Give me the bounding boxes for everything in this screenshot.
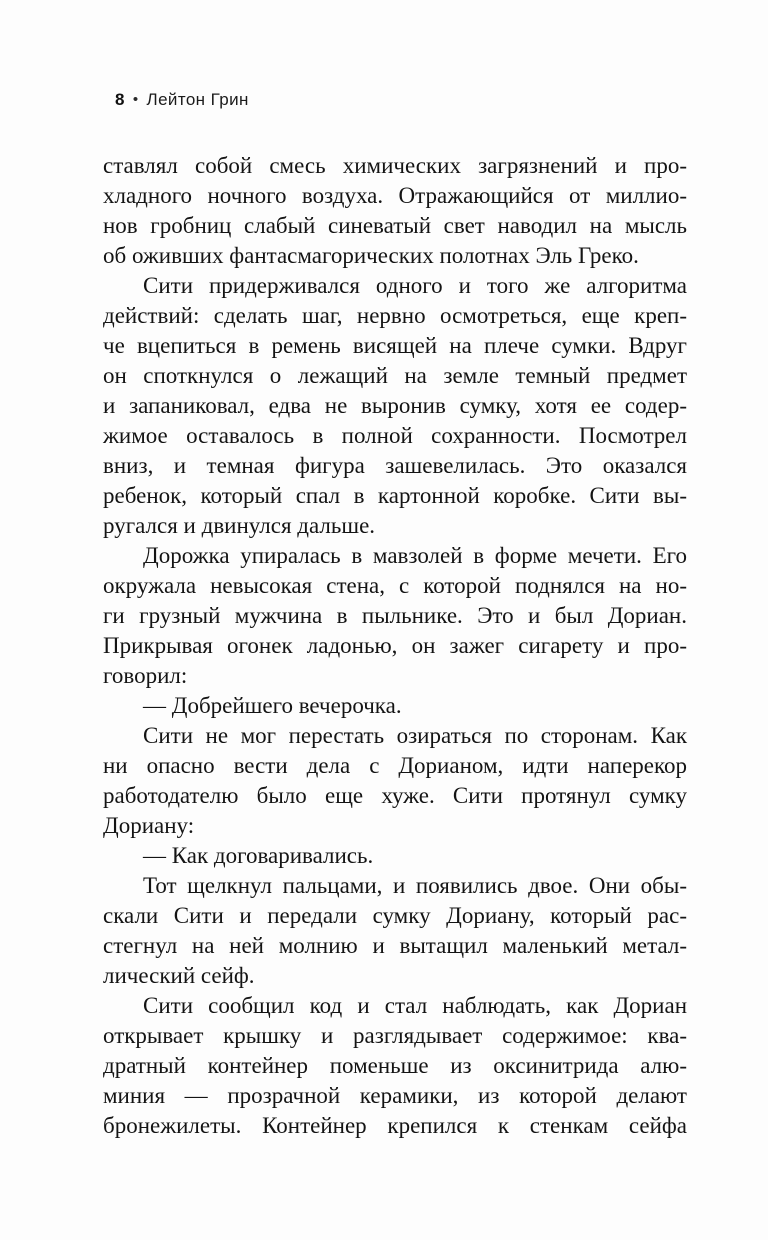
running-header: [115, 91, 249, 109]
text-line: окружала невысокая стена, с которой поднялся на но-: [103, 573, 687, 598]
text-line: дратный контейнер поменьше из оксинитрида алю-: [103, 1053, 687, 1078]
bullet-separator-icon: •: [132, 91, 139, 108]
page-text: [103, 151, 687, 1141]
text-line: Дорожка упиралась в мавзолей в форме мечети. Его: [143, 543, 687, 568]
text-line: че вцепиться в ремень висящей на плече сумки. Вдруг: [103, 333, 687, 358]
text-line: Сити сообщил код и стал наблюдать, как Дориан: [143, 993, 687, 1018]
text-line: и запаниковал, едва не выронив сумку, хотя ее содер-: [103, 393, 687, 418]
text-line: Сити не мог перестать озираться по сторонам. Как: [143, 723, 687, 748]
text-line: ги грузный мужчина в пыльнике. Это и был Дориан.: [103, 603, 687, 628]
text-line: открывает крышку и разглядывает содержимое: ква-: [103, 1023, 687, 1048]
text-line: вниз, и темная фигура зашевелилась. Это оказался: [103, 453, 687, 478]
text-line: ставлял собой смесь химических загрязнений и про-: [103, 153, 687, 178]
text-line: — Как договаривались.: [143, 843, 374, 868]
text-line: жимое оставалось в полной сохранности. Посмотрел: [103, 423, 687, 448]
paragraph: [103, 871, 687, 991]
paragraph: [103, 691, 687, 721]
text-line: об оживших фантасмагорических полотнах Эль Греко.: [103, 243, 639, 268]
text-line: бронежилеты. Контейнер крепился к стенкам сейфа: [103, 1113, 687, 1138]
text-line: ругался и двинулся дальше.: [103, 513, 376, 538]
paragraph: [103, 151, 687, 271]
text-line: ни опасно вести дела с Дорианом, идти наперекор: [103, 753, 687, 778]
text-line: действий: сделать шаг, нервно осмотреться, еще креп-: [103, 303, 687, 328]
text-line: — Добрейшего вечерочка.: [143, 693, 402, 718]
paragraph: [103, 541, 687, 691]
text-line: нов гробниц слабый синеватый свет наводил на мысль: [103, 213, 687, 238]
paragraph: [103, 841, 687, 871]
text-line: Сити придерживался одного и того же алгоритма: [143, 273, 687, 298]
text-line: миния — прозрачной керамики, из которой делают: [103, 1083, 687, 1108]
text-line: он споткнулся о лежащий на земле темный предмет: [103, 363, 687, 388]
header-author: Лейтон Грин: [146, 90, 249, 109]
text-line: стегнул на ней молнию и вытащил маленький метал-: [103, 933, 687, 958]
page-number: 8: [115, 90, 125, 109]
text-line: ребенок, который спал в картонной коробке. Сити вы-: [103, 483, 687, 508]
text-line: говорил:: [103, 663, 188, 688]
paragraph: [103, 271, 687, 541]
text-line: работодателю было еще хуже. Сити протянул сумку: [103, 783, 687, 808]
text-line: лический сейф.: [103, 963, 255, 988]
paragraph: [103, 991, 687, 1141]
text-line: Тот щелкнул пальцами, и появились двое. Они обы-: [143, 873, 687, 898]
text-line: Прикрывая огонек ладонью, он зажег сигарету и про-: [103, 633, 687, 658]
paragraph: [103, 721, 687, 841]
text-line: скали Сити и передали сумку Дориану, который рас-: [103, 903, 687, 928]
text-line: хладного ночного воздуха. Отражающийся от миллио-: [103, 183, 687, 208]
text-line: Дориану:: [103, 813, 195, 838]
